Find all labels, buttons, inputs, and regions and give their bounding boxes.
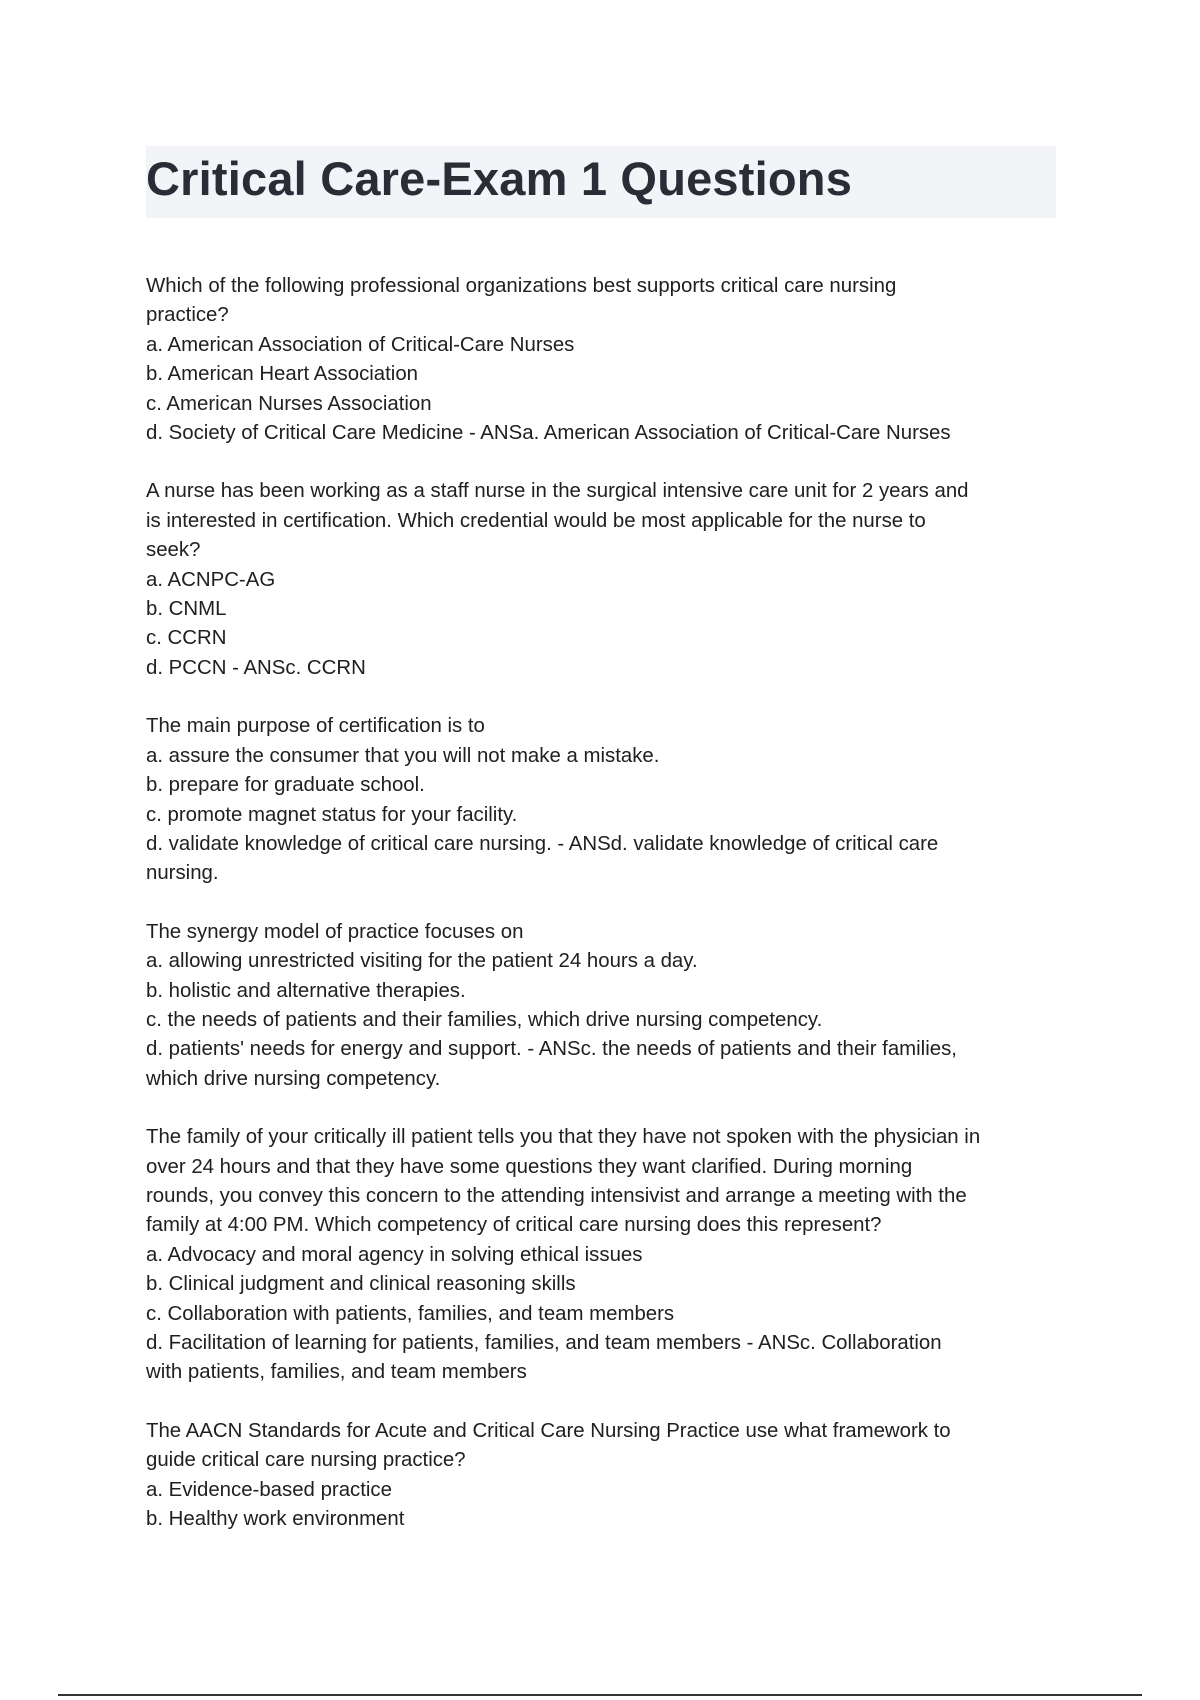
- title-banner: [146, 146, 1056, 218]
- answer-option: b. prepare for graduate school.: [146, 774, 425, 797]
- answer-option-with-key: d. Facilitation of learning for patients, families, and team members - ANSc. Collaboration: [146, 1332, 942, 1354]
- question-text-line: The AACN Standards for Acute and Critical Care Nursing Practice use what framework to: [146, 1419, 951, 1442]
- answer-option-with-key: d. PCCN - ANSc. CCRN: [146, 656, 366, 679]
- answer-option-with-key: which drive nursing competency.: [146, 1067, 441, 1090]
- answer-option: b. holistic and alternative therapies.: [146, 979, 466, 1002]
- answer-option: b. Clinical judgment and clinical reasoning skills: [146, 1273, 576, 1296]
- question-text-line: rounds, you convey this concern to the attending intensivist and arrange a meeting with the: [146, 1184, 967, 1207]
- question-block: [146, 477, 1066, 683]
- question-block: [146, 712, 1066, 888]
- question-text-line: practice?: [146, 304, 229, 327]
- answer-option-with-key: nursing.: [146, 862, 219, 885]
- question-text-line: over 24 hours and that they have some questions they want clarified. During morning: [146, 1155, 913, 1178]
- answer-option: c. the needs of patients and their families, which drive nursing competency.: [146, 1008, 823, 1031]
- answer-option: a. American Association of Critical-Care Nurses: [146, 333, 575, 356]
- question-text-line: is interested in certification. Which credential would be most applicable for the nurse to: [146, 509, 926, 532]
- page-title: Critical Care-Exam 1 Questions: [146, 152, 853, 205]
- answer-option: c. CCRN: [146, 627, 227, 650]
- question-text-line: A nurse has been working as a staff nurse in the surgical intensive care unit for 2 years and: [146, 480, 969, 503]
- footer-divider: [58, 1694, 1142, 1696]
- answer-option: b. Healthy work environment: [146, 1508, 405, 1531]
- answer-option: a. Evidence-based practice: [146, 1478, 392, 1501]
- answer-option: b. American Heart Association: [146, 363, 419, 386]
- answer-option-with-key: d. Society of Critical Care Medicine - ANSa. American Association of Critical-Care Nurses: [146, 422, 951, 445]
- answer-option: a. Advocacy and moral agency in solving ethical issues: [146, 1243, 643, 1266]
- question-block: [146, 1123, 1066, 1388]
- question-text-line: seek?: [146, 539, 201, 562]
- answer-option-with-key: d. patients' needs for energy and support. - ANSc. the needs of patients and their families,: [146, 1038, 957, 1061]
- answer-option-with-key: with patients, families, and team members: [146, 1361, 527, 1384]
- answer-option: a. assure the consumer that you will not make a mistake.: [146, 744, 660, 767]
- answer-option: c. promote magnet status for your facility.: [146, 803, 518, 826]
- answer-option: c. American Nurses Association: [146, 392, 432, 415]
- question-text-line: The main purpose of certification is to: [146, 715, 485, 738]
- answer-option: c. Collaboration with patients, families, and team members: [146, 1302, 675, 1325]
- question-block: [146, 918, 1066, 1094]
- answer-option: a. ACNPC-AG: [146, 568, 276, 591]
- question-text-line: guide critical care nursing practice?: [146, 1449, 466, 1472]
- answer-option: a. allowing unrestricted visiting for the patient 24 hours a day.: [146, 950, 698, 973]
- question-text-line: Which of the following professional organizations best supports critical care nursing: [146, 275, 897, 297]
- question-text-line: The synergy model of practice focuses on: [146, 920, 524, 943]
- answer-option: b. CNML: [146, 598, 227, 621]
- question-list: [146, 272, 1066, 1563]
- question-text-line: The family of your critically ill patient tells you that they have not spoken with the physician in: [146, 1126, 981, 1149]
- question-block: [146, 272, 1066, 448]
- question-text-line: family at 4:00 PM. Which competency of critical care nursing does this represent?: [146, 1214, 882, 1237]
- answer-option-with-key: d. validate knowledge of critical care nursing. - ANSd. validate knowledge of critical care: [146, 832, 939, 855]
- question-block: [146, 1417, 1066, 1535]
